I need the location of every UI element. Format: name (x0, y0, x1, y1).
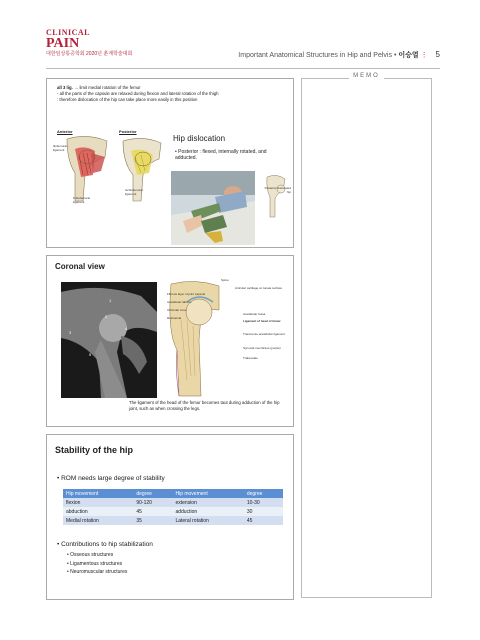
running-title: Important Anatomical Structures in Hip and Pelvis (238, 52, 392, 59)
list-item-text: Ligamentous structures (70, 560, 123, 567)
label-retinacula: Retinacula (167, 316, 182, 320)
table-cell: 30 (244, 507, 283, 516)
label-pubofemoral: Pubofemoral ligament (73, 196, 91, 204)
slide-hip-dislocation (46, 78, 294, 248)
ligament-note (57, 85, 218, 104)
stabilizer-list (67, 551, 127, 577)
table-cell: extension (172, 498, 243, 507)
label-spine: Spine (221, 278, 229, 282)
hip-dislocation-title: Hip dislocation (173, 134, 226, 143)
label-ligament-head: Ligament of head of femur (243, 319, 281, 323)
svg-text:1: 1 (109, 298, 112, 303)
author-name: 이승열 (398, 52, 419, 59)
table-cell: flexion (63, 498, 133, 507)
coronal-caption: The ligament of the head of the femur becomes taut during adduction of the hip joint, such as when crossing the legs. (129, 400, 280, 411)
label-acetabular-fossa: Acetabular fossa (243, 312, 266, 316)
contrib-bullet: • Contributions to hip stabilization (57, 541, 153, 548)
svg-text:3: 3 (69, 330, 72, 335)
table-header-cell: degree (133, 489, 172, 498)
table-row (63, 516, 283, 525)
header-rule (46, 68, 440, 69)
table-cell: Medial rotation (63, 516, 133, 525)
note-line-3: : therefore dislocation of the hip can take place more easily in this position (57, 97, 198, 103)
memo-box (301, 73, 432, 598)
table-cell: 45 (133, 507, 172, 516)
rom-text: ROM needs large degree of stability (61, 475, 165, 482)
slide-hip-stability (46, 434, 294, 600)
brand-subtitle: 대한임상통증학회 2020년 춘계학술대회 (46, 51, 133, 57)
table-cell: abduction (63, 507, 133, 516)
list-item-text: Neuromuscular structures (70, 569, 128, 575)
label-orbicular-zone: Orbicular zone (167, 308, 187, 312)
hip-dislocation-bullet-text: Posterior : flexed, internally rotated, and adducted. (175, 149, 267, 162)
list-item: • Ligamentous structures (67, 560, 123, 567)
note-lead: all 3 lig. (57, 85, 73, 90)
label-trabeculae: Trabeculae (243, 356, 258, 360)
contrib-text: Contributions to hip stabilization (61, 541, 153, 548)
rom-table (63, 489, 283, 525)
stability-title: Stability of the hip (55, 445, 133, 455)
table-cell: adduction (172, 507, 243, 516)
svg-text:5: 5 (89, 352, 92, 357)
label-dislocated-hip: Posterior dislocated hip (264, 186, 291, 194)
table-row (63, 507, 283, 516)
label-fibrous-layer: Fibrous layer of joint capsule (167, 292, 206, 296)
separator-icon: ⋮ (420, 52, 430, 59)
label-iliofemoral: Iliofemoral ligament (53, 144, 67, 152)
table-cell: Lateral rotation (172, 516, 243, 525)
brand-top: CLINICAL (46, 28, 91, 37)
memo-title: MEMO (349, 73, 384, 79)
list-item: • Neuromuscular structures (67, 569, 128, 575)
hip-xray-image (61, 282, 157, 398)
list-item-text: Osseous structures (70, 552, 114, 558)
page-header (46, 28, 440, 64)
label-transverse-ligament: Transverse acetabular ligament (243, 332, 285, 336)
slide-coronal-view (46, 255, 294, 427)
table-cell: 45 (244, 516, 283, 525)
list-item: • Osseous structures (67, 552, 114, 558)
patient-photo (171, 171, 255, 245)
label-synovial-membrane: Synovial membrane (purple) (243, 346, 281, 350)
svg-text:4: 4 (125, 326, 128, 331)
page-number: 5 (435, 50, 440, 59)
note-line-1: → limit medial rotation of the femur (73, 85, 141, 90)
coronal-title: Coronal view (55, 262, 105, 271)
svg-text:2: 2 (105, 314, 108, 319)
label-anterior: Anterior (57, 129, 73, 134)
table-cell: 35 (133, 516, 172, 525)
table-header-cell: Hip movement (172, 489, 243, 498)
note-line-2: - all the parts of the capsule are relaxed during flexion and lateral rotation of the thigh (57, 91, 219, 97)
rom-bullet: • ROM needs large degree of stability (57, 475, 165, 482)
dislocated-hip-illustration (263, 173, 291, 219)
label-articular-cartilage: Articular cartilage on lunate surface (235, 286, 283, 290)
table-header-cell: Hip movement (63, 489, 133, 498)
label-posterior: Posterior (119, 129, 137, 134)
table-row (63, 498, 283, 507)
label-acetabular-labrum: Acetabular labrum (167, 300, 192, 304)
brand-main: PAIN (46, 36, 80, 51)
table-cell: 90-120 (133, 498, 172, 507)
hip-dislocation-bullet: • Posterior : flexed, internally rotated, and adducted. (175, 149, 267, 162)
label-ischiofemoral: Ischiofemoral ligament (125, 188, 143, 196)
table-header-row (63, 489, 283, 498)
table-cell: 10-30 (244, 498, 283, 507)
running-header: Important Anatomical Structures in Hip and Pelvis • 이승열 ⋮ 5 (238, 50, 440, 59)
coronal-anatomy-illustration (165, 280, 225, 398)
table-header-cell: degree (244, 489, 283, 498)
